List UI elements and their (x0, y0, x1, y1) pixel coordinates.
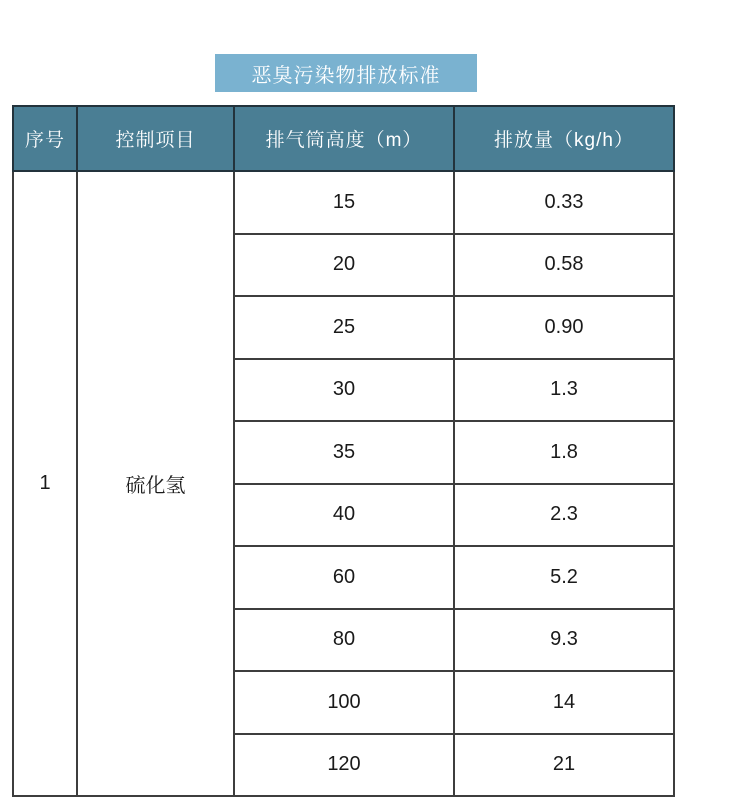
serial-cell: 1 (13, 171, 77, 796)
height-cell: 80 (234, 609, 454, 672)
table-header (13, 106, 674, 171)
emission-cell: 0.33 (454, 171, 674, 234)
emission-cell: 2.3 (454, 484, 674, 547)
table-body (13, 171, 674, 796)
header-stack-height: 排气筒高度（m） (234, 106, 454, 171)
header-row (13, 106, 674, 171)
height-cell: 40 (234, 484, 454, 547)
control-item-cell: 硫化氢 (77, 171, 234, 796)
height-cell: 20 (234, 234, 454, 297)
height-cell: 30 (234, 359, 454, 422)
emission-cell: 0.90 (454, 296, 674, 359)
emission-cell: 0.58 (454, 234, 674, 297)
header-control-item: 控制项目 (77, 106, 234, 171)
table-row (13, 171, 674, 234)
emission-cell: 5.2 (454, 546, 674, 609)
height-cell: 15 (234, 171, 454, 234)
table-title: 恶臭污染物排放标准 (215, 54, 477, 92)
emission-cell: 14 (454, 671, 674, 734)
emission-cell: 1.3 (454, 359, 674, 422)
emission-cell: 21 (454, 734, 674, 797)
height-cell: 100 (234, 671, 454, 734)
emission-standard-table (12, 105, 675, 797)
height-cell: 60 (234, 546, 454, 609)
height-cell: 120 (234, 734, 454, 797)
emission-cell: 9.3 (454, 609, 674, 672)
height-cell: 25 (234, 296, 454, 359)
header-emission-rate: 排放量（kg/h） (454, 106, 674, 171)
height-cell: 35 (234, 421, 454, 484)
header-serial: 序号 (13, 106, 77, 171)
emission-cell: 1.8 (454, 421, 674, 484)
